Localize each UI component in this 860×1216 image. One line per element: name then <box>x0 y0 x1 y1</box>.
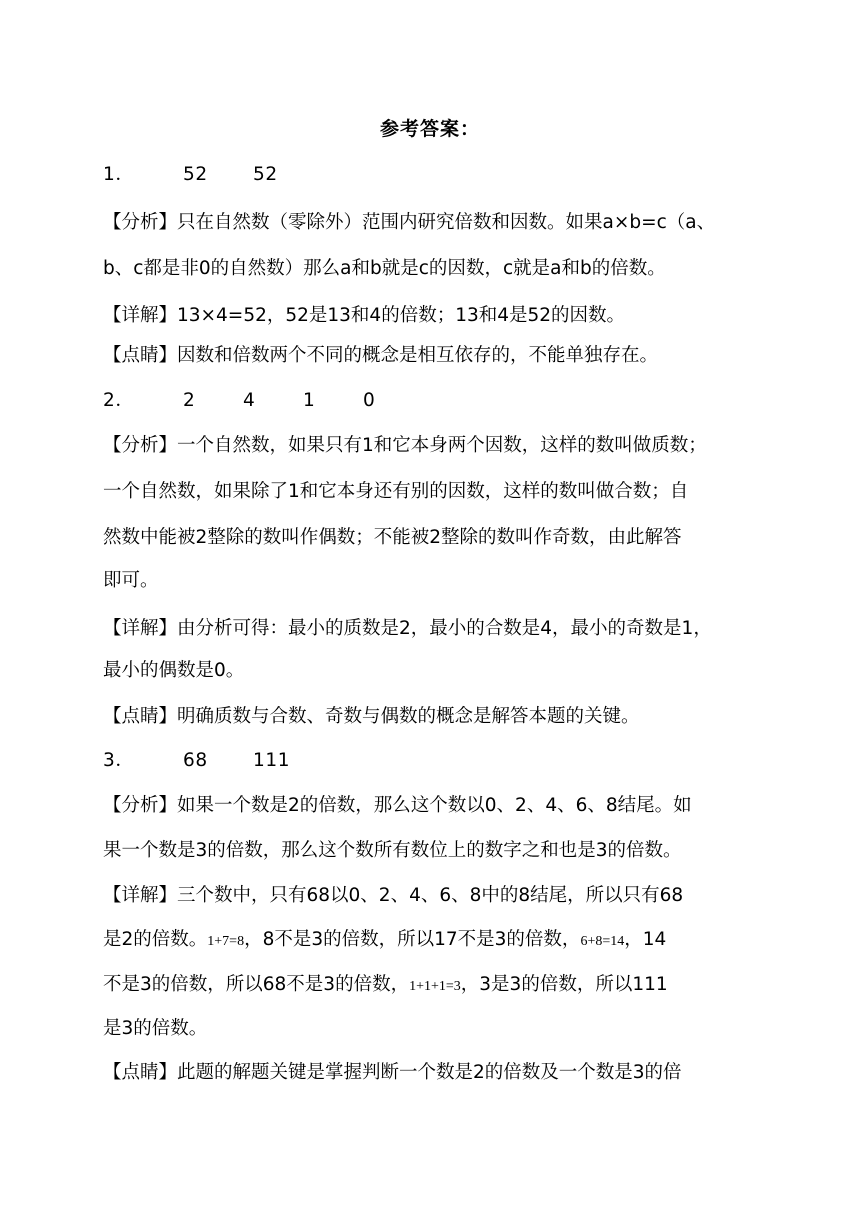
q3-answer-line <box>103 746 290 772</box>
q2-answer-3: 1 <box>303 390 316 411</box>
q2-analysis-line-1: 【分析】一个自然数，如果只有1和它本身两个因数，这样的数叫做质数； <box>103 435 707 456</box>
q3-detail-text-b: ，8不是3的倍数，所以17不是3的倍数， <box>244 929 581 950</box>
q3-analysis-line-1: 【分析】如果一个数是2的倍数，那么这个数以0、2、4、6、8结尾。如 <box>103 795 692 816</box>
q1-analysis-line-2: b、c都是非0的自然数）那么a和b就是c的因数，c就是a和b的倍数。 <box>103 258 666 279</box>
q2-answer-line <box>103 386 375 412</box>
q2-answer-4: 0 <box>363 390 376 411</box>
q1-number: 1． <box>103 164 135 185</box>
q2-point: 【点睛】明确质数与合数、奇数与偶数的概念是解答本题的关键。 <box>103 706 640 727</box>
q3-detail-line-2 <box>103 925 666 951</box>
q2-detail-line-2: 最小的偶数是0。 <box>103 660 245 681</box>
q3-detail-text-d: 不是3的倍数，所以68不是3的倍数， <box>103 974 410 995</box>
q3-math-3: 1+1+1=3 <box>409 979 461 994</box>
q3-answer-2: 111 <box>253 750 291 771</box>
q3-point: 【点睛】此题的解题关键是掌握判断一个数是2的倍数及一个数是3的倍 <box>103 1062 682 1083</box>
page-title: 参考答案： <box>379 118 480 140</box>
q2-analysis-line-2: 一个自然数，如果除了1和它本身还有别的因数，这样的数叫做合数；自 <box>103 481 689 502</box>
q1-point: 【点睛】因数和倍数两个不同的概念是相互依存的，不能单独存在。 <box>103 345 659 366</box>
q3-detail-line-4: 是3的倍数。 <box>103 1018 208 1039</box>
q3-detail-text-a: 是2的倍数。 <box>103 929 208 950</box>
q2-number: 2． <box>103 390 135 411</box>
q3-answer-1: 68 <box>183 750 208 771</box>
q1-answer-line <box>103 160 278 186</box>
q1-analysis-line-1: 【分析】只在自然数（零除外）范围内研究倍数和因数。如果a×b=c（a、 <box>103 212 716 233</box>
q3-detail-line-3 <box>103 970 668 996</box>
q3-number: 3． <box>103 750 135 771</box>
q2-answer-1: 2 <box>183 390 196 411</box>
q3-detail-text-c: ，14 <box>624 929 667 950</box>
q1-answer-1: 52 <box>183 164 208 185</box>
q3-math-2: 6+8=14 <box>580 934 625 949</box>
q3-math-1: 1+7=8 <box>207 934 245 949</box>
q2-analysis-line-3: 然数中能被2整除的数叫作偶数；不能被2整除的数叫作奇数，由此解答 <box>103 527 682 548</box>
q2-detail-line-1: 【详解】由分析可得：最小的质数是2，最小的合数是4，最小的奇数是1， <box>103 618 712 639</box>
q3-detail-text-e: ，3是3的倍数，所以111 <box>460 974 668 995</box>
q1-answer-2: 52 <box>253 164 278 185</box>
q2-analysis-line-4: 即可。 <box>103 570 159 591</box>
q3-analysis-line-2: 果一个数是3的倍数，那么这个数所有数位上的数字之和也是3的倍数。 <box>103 840 682 861</box>
q2-answer-2: 4 <box>243 390 256 411</box>
q1-detail: 【详解】13×4=52，52是13和4的倍数；13和4是52的因数。 <box>103 305 626 326</box>
q3-detail-line-1: 【详解】三个数中，只有68以0、2、4、6、8中的8结尾，所以只有68 <box>103 885 684 906</box>
